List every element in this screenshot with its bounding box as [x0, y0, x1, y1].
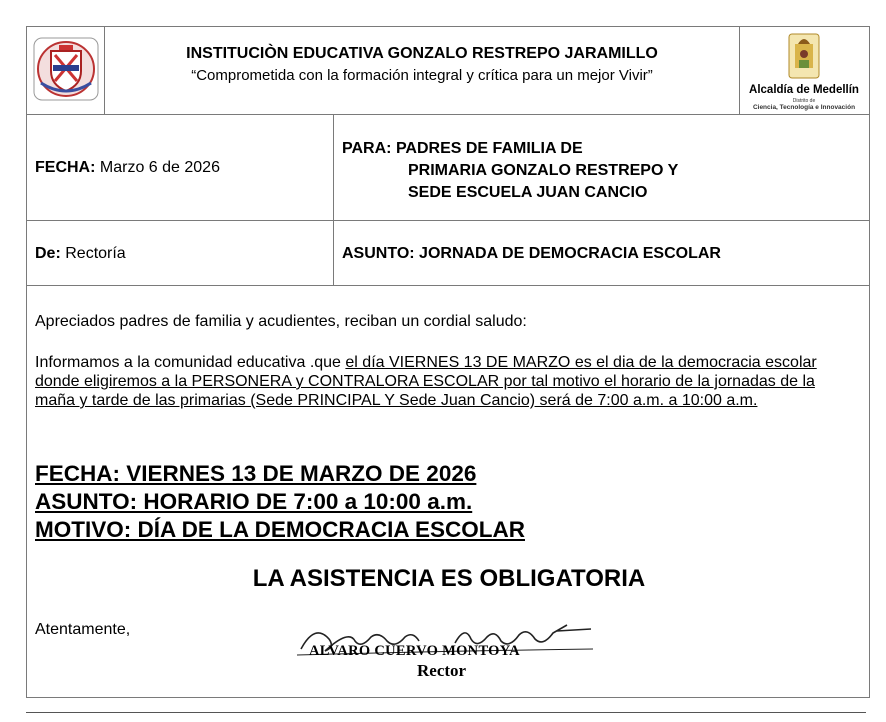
signatory-name: ALVARO CUERVO MONTOYA — [309, 643, 520, 659]
para-line-3: SEDE ESCUELA JUAN CANCIO — [408, 184, 648, 201]
alcaldia-shield-icon — [741, 30, 867, 84]
fecha-value: Marzo 6 de 2026 — [99, 159, 220, 176]
institution-name: INSTITUCIÒN EDUCATIVA GONZALO RESTREPO JARAMILLO — [186, 45, 658, 62]
header-rule — [27, 114, 869, 115]
announcement-details: el día VIERNES 13 DE MARZO es el dia de la democracia escolar donde eligiremos a la PERSONERA y CONTRALORA ESCOLAR por tal motivo el horario de la jornadas de la maña y tarde de las primarias (Sede PRINCIPAL Y Sede Juan Cancio) será de 7:00 a.m. a 10:00 a.m. — [35, 354, 817, 409]
fields-rule — [27, 220, 869, 221]
announcement-intro: Informamos a la comunidad educativa .que — [35, 354, 346, 371]
header-divider-left — [104, 27, 105, 114]
highlight-asunto: ASUNTO: HORARIO DE 7:00 a 10:00 a.m. — [35, 489, 473, 514]
fecha-field — [35, 159, 220, 177]
alcaldia-subtitle-2: Ciencia, Tecnología e Innovación — [752, 104, 856, 111]
school-crest-icon — [33, 37, 99, 101]
closing: Atentamente, — [35, 621, 131, 638]
para-line-2: PRIMARIA GONZALO RESTREPO Y — [408, 162, 679, 179]
para-line-1: PADRES DE FAMILIA DE — [395, 140, 583, 157]
memo-frame — [26, 26, 870, 698]
mandatory-attendance: LA ASISTENCIA ES OBLIGATORIA — [252, 565, 646, 592]
de-value: Rectoría — [65, 245, 126, 262]
alcaldia-logo — [741, 30, 867, 110]
alcaldia-subtitle-1: Distrito de — [792, 98, 816, 104]
para-label: PARA: — [342, 140, 392, 157]
fields-divider — [333, 114, 334, 285]
de-field — [35, 245, 126, 263]
greeting: Apreciados padres de familia y acudientes, reciban un cordial saludo: — [35, 313, 527, 330]
announcement-paragraph — [35, 353, 835, 410]
header-divider-right — [739, 27, 740, 114]
page-bottom-rule — [26, 712, 866, 713]
body-rule — [27, 285, 869, 286]
de-label: De: — [35, 245, 61, 262]
highlight-fecha: FECHA: VIERNES 13 DE MARZO DE 2026 — [35, 461, 477, 486]
asunto-field — [342, 245, 721, 263]
asunto-label: ASUNTO: — [342, 245, 415, 262]
fecha-label: FECHA: — [35, 159, 96, 176]
alcaldia-name: Alcaldía de Medellín — [749, 84, 859, 96]
asunto-value: JORNADA DE DEMOCRACIA ESCOLAR — [419, 245, 721, 262]
signatory-role: Rector — [417, 661, 467, 680]
highlight-motivo: MOTIVO: DÍA DE LA DEMOCRACIA ESCOLAR — [35, 517, 525, 542]
para-field — [342, 138, 678, 204]
institution-motto: “Comprometida con la formación integral y crítica para un mejor Vivir” — [191, 67, 653, 84]
